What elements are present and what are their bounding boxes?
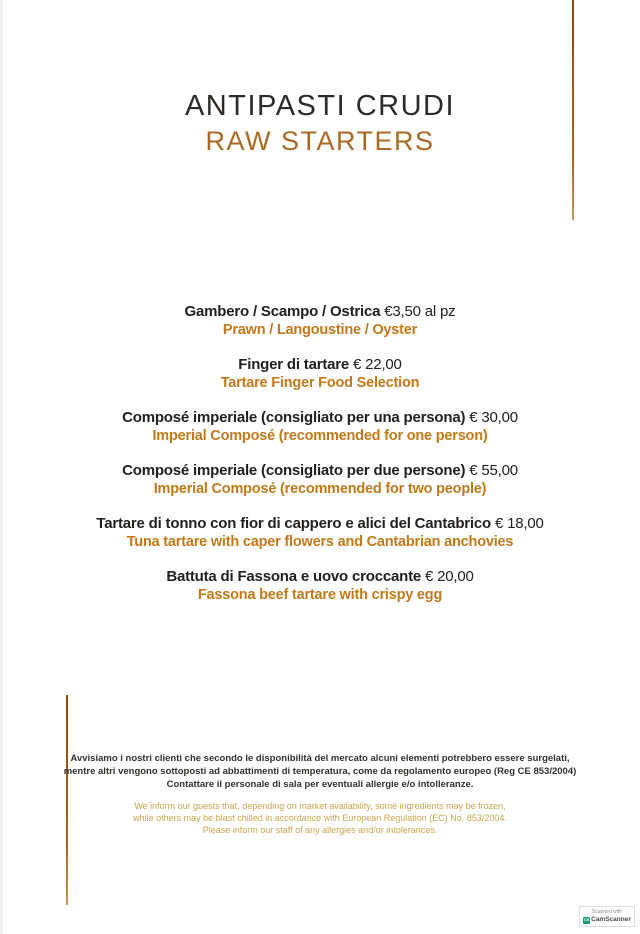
item-price: € 30,00 (469, 409, 518, 426)
item-name-en: Imperial Composé (recommended for two people) (153, 481, 487, 497)
item-price: €3,50 al pz (384, 303, 456, 320)
camscanner-watermark (579, 906, 635, 927)
notice-line-en: while others may be blast chilled in accordance with European Regulation (EC) No. 853/2004. (133, 813, 507, 823)
item-name-it: Composé imperiale (consigliato per due persone) (122, 462, 466, 479)
scanned-with-label: Scanned with (591, 909, 623, 915)
camscanner-label: CamScanner (591, 916, 631, 923)
item-price: € 18,00 (494, 515, 544, 532)
item-price: € 20,00 (425, 568, 474, 585)
menu-item-line-it (0, 567, 640, 586)
notice-line-it: Avvisiamo i nostri clienti che secondo le disponibilità del mercato alcuni elementi potrebbero essere surgelati, (70, 753, 570, 764)
item-price: € 22,00 (353, 356, 402, 373)
item-name-en: Prawn / Langoustine / Oyster (222, 322, 418, 338)
camscanner-label-row (581, 916, 633, 924)
menu-item-line-it (0, 355, 640, 374)
page-subtitle: RAW STARTERS (205, 126, 435, 156)
camscanner-icon: CS (583, 917, 590, 922)
notice-line-en: We inform our guests that, depending on market availability, some ingredients may be frozen, (134, 801, 506, 811)
menu-item (0, 567, 640, 605)
notice-line-it: mentre altri vengono sottoposti ad abbattimenti di temperatura, come da regolamento europeo (Reg CE 853/2004) (63, 766, 577, 777)
item-name-it: Tartare di tonno con fior di cappero e alici del Cantabrico (96, 515, 492, 532)
allergen-notice-en (0, 800, 640, 836)
notice-line-en: Please inform our staff of any allergies and/or intolerances. (202, 825, 438, 835)
menu-items-list (0, 302, 640, 620)
menu-item-line-it (0, 514, 640, 533)
menu-item (0, 408, 640, 446)
menu-item (0, 461, 640, 499)
menu-item-line-it (0, 461, 640, 480)
menu-item-line-it (0, 302, 640, 321)
item-name-en: Tartare Finger Food Selection (220, 375, 420, 391)
item-price: € 55,00 (469, 462, 518, 479)
menu-item (0, 355, 640, 393)
item-name-en: Imperial Composé (recommended for one person) (152, 428, 488, 444)
menu-header (0, 88, 640, 158)
item-name-en: Tuna tartare with caper flowers and Cantabrian anchovies (126, 534, 514, 550)
page-title: ANTIPASTI CRUDI (184, 90, 456, 122)
notice-line-it: Contattare il personale di sala per eventuali allergie e/o intolleranze. (166, 779, 474, 790)
allergen-notice (0, 752, 640, 836)
menu-item (0, 514, 640, 552)
menu-item-line-it (0, 408, 640, 427)
item-name-it: Gambero / Scampo / Ostrica (184, 303, 381, 320)
item-name-it: Composé imperiale (consigliato per una persona) (122, 409, 466, 426)
item-name-en: Fassona beef tartare with crispy egg (197, 587, 443, 603)
allergen-notice-it (0, 752, 640, 791)
item-name-it: Battuta di Fassona e uovo croccante (166, 568, 422, 585)
item-name-it: Finger di tartare (238, 356, 350, 373)
menu-item (0, 302, 640, 340)
